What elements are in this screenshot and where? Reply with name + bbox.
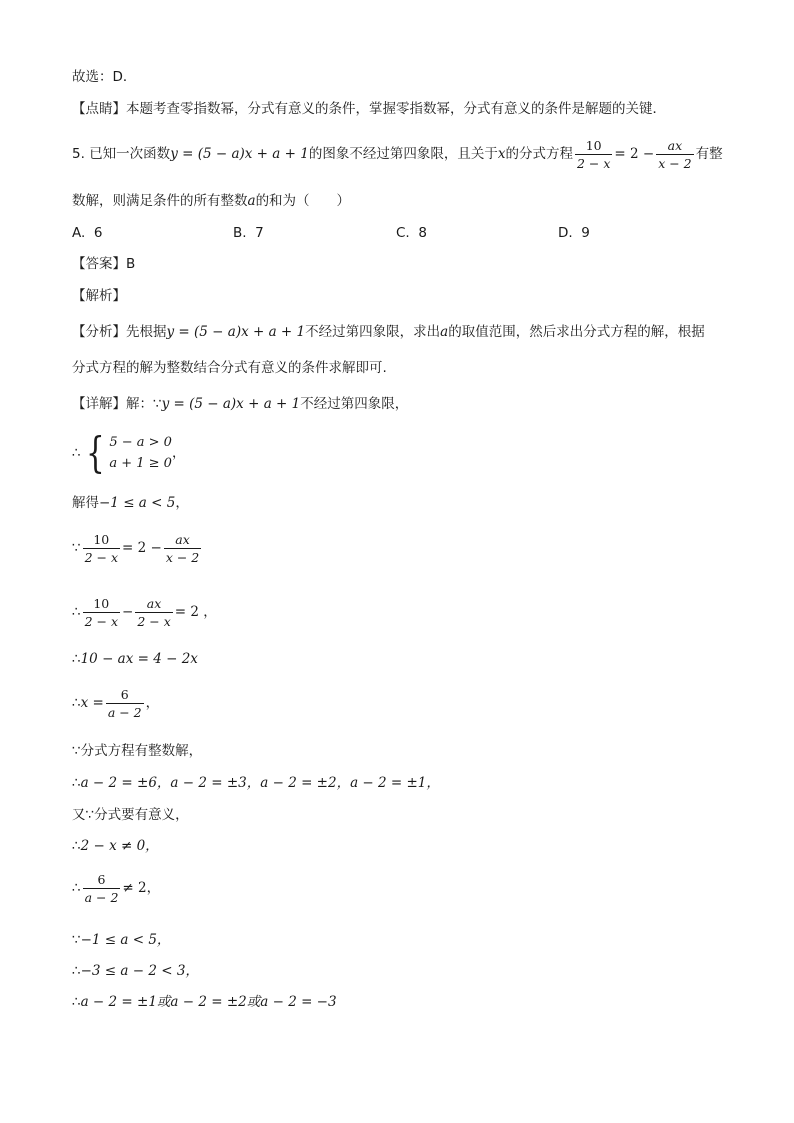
q5-fraction-1: $\frac{10}{2 - x}$ bbox=[576, 137, 611, 171]
answer-tag: 【答案】 bbox=[72, 256, 126, 272]
fraction-condition: ∴ $\frac{6}{a - 2}$ ≠ 2， bbox=[72, 871, 161, 905]
sys-line-2: a + 1 ≥ 0 bbox=[109, 456, 172, 471]
meaningful-condition: 又∵分式要有意义， bbox=[72, 807, 189, 823]
option-c: C. 8 bbox=[396, 225, 427, 241]
option-d: D. 9 bbox=[558, 225, 590, 241]
q4-choice: 故选：D． bbox=[72, 69, 137, 85]
final-cases: ∴a − 2 = ±1或a − 2 = ±2或a − 2 = −3 bbox=[72, 994, 337, 1010]
integer-solution: ∵分式方程有整数解， bbox=[72, 743, 203, 759]
range-a: ∵−1 ≤ a < 5， bbox=[72, 932, 171, 948]
range-a-minus-2: ∴−3 ≤ a − 2 < 3， bbox=[72, 963, 199, 979]
cases: ∴a − 2 = ±6，a − 2 = ±3，a − 2 = ±2，a − 2 = ±1， bbox=[72, 775, 440, 791]
analysis-heading: 【解析】 bbox=[72, 288, 126, 304]
option-a: A. 6 bbox=[72, 225, 103, 241]
q4-comment bbox=[72, 99, 666, 119]
equation-3: ∴10 − ax = 4 − 2x bbox=[72, 651, 198, 667]
q5-fraction-2: $\frac{ax}{x - 2}$ bbox=[658, 137, 692, 171]
analysis-line2: 分式方程的解为整数结合分式有意义的条件求解即可. bbox=[72, 360, 387, 376]
equation-2: ∴ $\frac{10}{2 - x}$ − $\frac{ax}{2 - x}$ = 2 ， bbox=[72, 595, 217, 629]
q5-number: 5. bbox=[72, 146, 85, 162]
q5-stem-line1: 5. 已知一次函数y = (5 − a)x + a + 1的图象不经过第四象限，且关于x的分式方程 $\frac{10}{2 - x}$ = 2 − $\frac{ax}{x - 2}$ 有整 bbox=[72, 137, 723, 171]
answer bbox=[72, 254, 135, 274]
analysis-line1: 【分析】先根据y = (5 − a)x + a + 1不经过第四象限，求出a的取值范围，然后求出分式方程的解，根据 bbox=[72, 324, 705, 340]
q5-stem-line2: 数解，则满足条件的所有整数a的和为（ ） bbox=[72, 193, 351, 209]
sys-line-1: 5 − a > 0 bbox=[109, 435, 172, 450]
equation-4: ∴x = $\frac{6}{a - 2}$ ， bbox=[72, 686, 160, 720]
option-b: B. 7 bbox=[233, 225, 264, 241]
comment-text: 本题考查零指数幂，分式有意义的条件，掌握零指数幂，分式有意义的条件是解题的关键． bbox=[126, 101, 666, 117]
q5-func: y = (5 − a)x + a + 1 bbox=[170, 146, 309, 162]
detail-intro: 【详解】解：∵y = (5 − a)x + a + 1不经过第四象限， bbox=[72, 396, 409, 412]
comment-tag: 【点睛】 bbox=[72, 101, 126, 117]
nonzero-condition: ∴2 − x ≠ 0， bbox=[72, 838, 159, 854]
answer-value: B bbox=[126, 256, 136, 272]
equation-1: ∵ $\frac{10}{2 - x}$ = 2 − $\frac{ax}{x - 2}$ bbox=[72, 531, 200, 565]
solve-range: 解得−1 ≤ a < 5， bbox=[72, 495, 189, 511]
inequality-system: ∴ { 5 − a > 0 a + 1 ≥ 0 ， bbox=[72, 428, 186, 477]
